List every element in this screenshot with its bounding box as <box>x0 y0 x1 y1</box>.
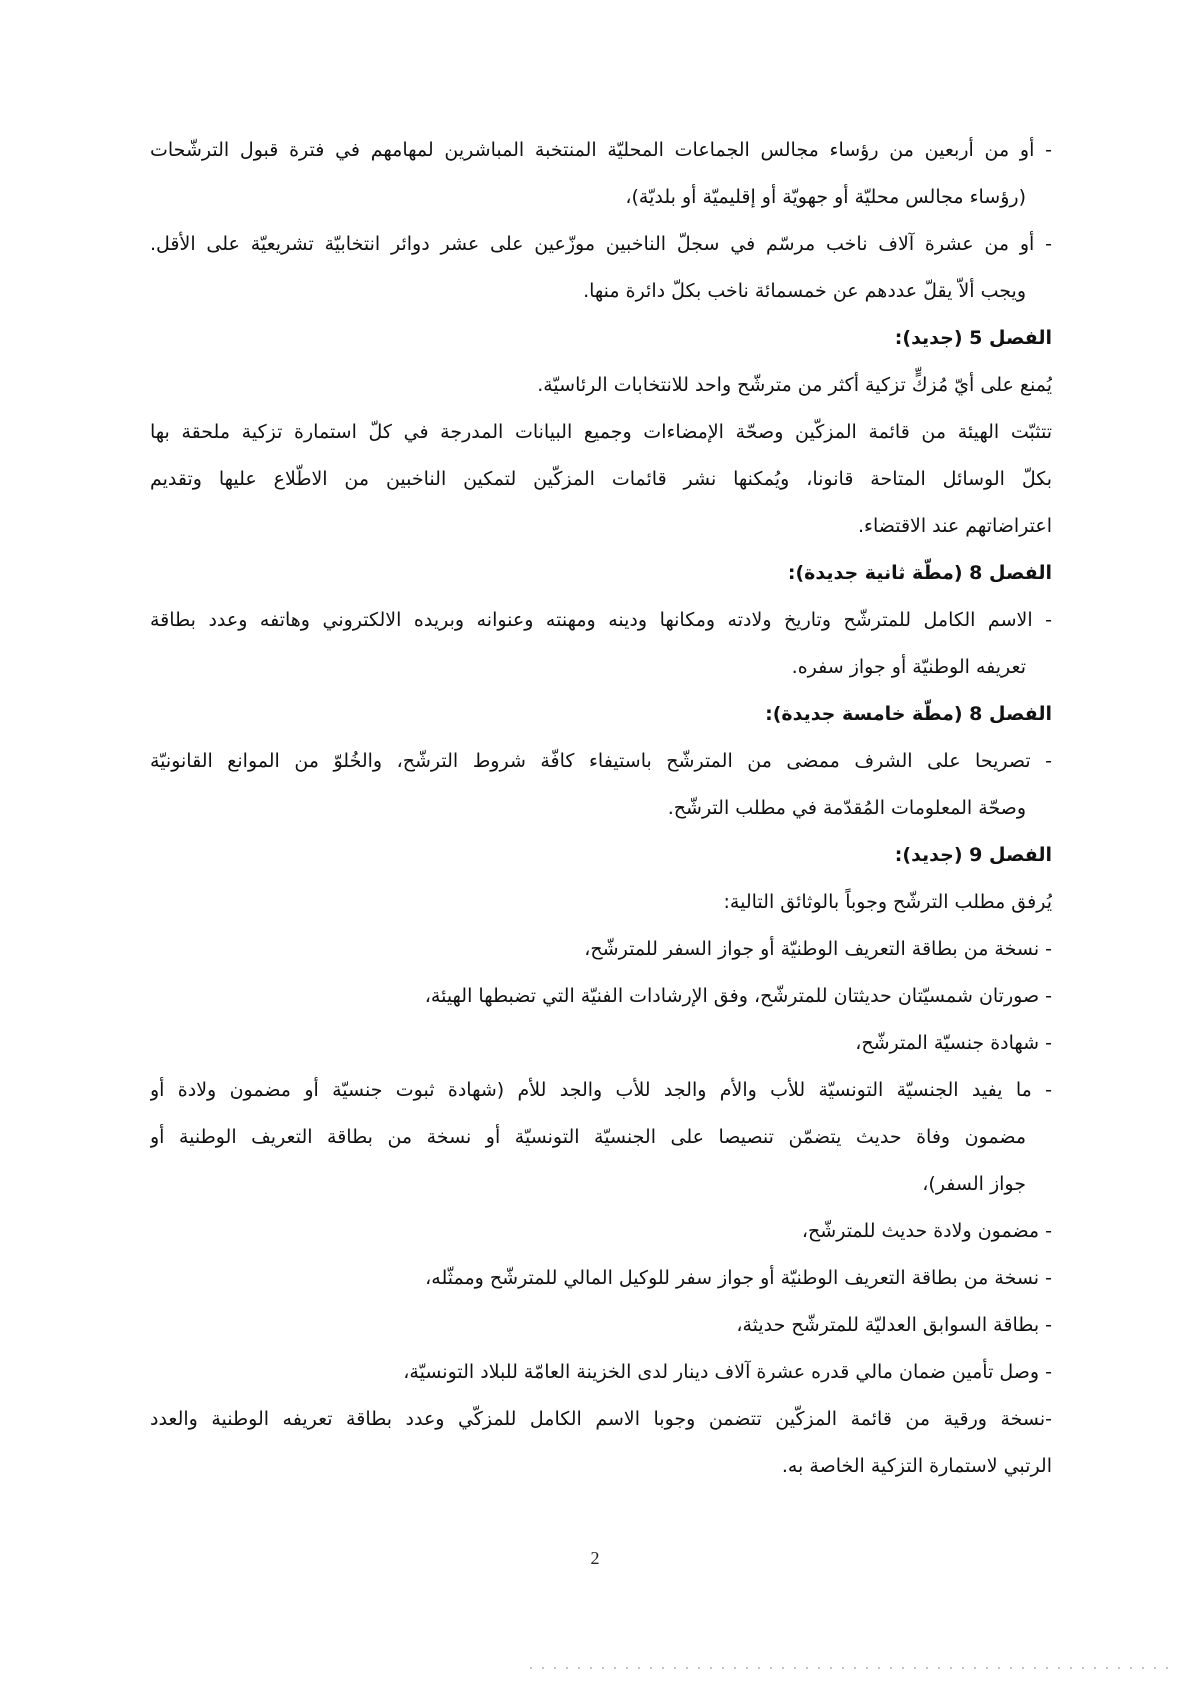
scan-dotted-border <box>525 1667 1175 1669</box>
text-line: جواز السفر)، <box>922 1173 1026 1195</box>
section-heading: الفصل 8 (مطّة خامسة جديدة): <box>765 703 1052 725</box>
section-heading: الفصل 9 (جديد): <box>894 844 1052 866</box>
text-line: تتثبّت الهيئة من قائمة المزكّين وصحّة الإمضاءات وجميع البيانات المدرجة في كلّ استمارة تزكية ملحقة بها <box>150 421 1052 443</box>
text-line: - أو من أربعين من رؤساء مجالس الجماعات المحليّة المنتخبة المباشرين لمهامهم في فترة قبول الترشّحات <box>150 139 1052 161</box>
list-item: - ما يفيد الجنسيّة التونسيّة للأب والأم والجد للأب والجد للأم (شهادة ثبوت جنسيّة أو مضمون ولادة أو <box>150 1079 1052 1101</box>
list-item: - شهادة جنسيّة المترشّح، <box>855 1032 1052 1054</box>
text-line: ويجب ألاّ يقلّ عددهم عن خمسمائة ناخب بكلّ دائرة منها. <box>583 280 1026 302</box>
page-number: 2 <box>590 1548 600 1568</box>
list-item: -نسخة ورقية من قائمة المزكّين تتضمن وجوبا الاسم الكامل للمزكّي وعدد بطاقة تعريفه الوطنية والعدد <box>150 1408 1052 1430</box>
text-line: مضمون وفاة حديث يتضمّن تنصيصا على الجنسيّة التونسيّة أو نسخة من بطاقة التعريف الوطنية أو <box>150 1126 1026 1148</box>
list-item: - نسخة من بطاقة التعريف الوطنيّة أو جواز السفر للمترشّح، <box>584 938 1052 960</box>
list-item: - مضمون ولادة حديث للمترشّح، <box>801 1220 1052 1242</box>
text-line: - أو من عشرة آلاف ناخب مرسّم في سجلّ الناخبين موزّعين على عشر دوائر انتخابيّة تشريعيّة على الأقل. <box>150 233 1052 255</box>
text-line: - الاسم الكامل للمترشّح وتاريخ ولادته ومكانها ودينه ومهنته وعنوانه وبريده الالكتروني وهاتفه وعدد بطاقة <box>150 609 1052 631</box>
text-line: وصحّة المعلومات المُقدّمة في مطلب الترشّح. <box>667 797 1026 819</box>
text-line: تعريفه الوطنيّة أو جواز سفره. <box>791 656 1026 678</box>
text-line: بكلّ الوسائل المتاحة قانونا، ويُمكنها نشر قائمات المزكّين لتمكين الناخبين من الاطّلاع عليها وتقديم <box>150 468 1052 490</box>
text-line: يُرفق مطلب الترشّح وجوباً بالوثائق التالية: <box>723 891 1052 913</box>
list-item: - وصل تأمين ضمان مالي قدره عشرة آلاف دينار لدى الخزينة العامّة للبلاد التونسيّة، <box>403 1361 1052 1383</box>
text-line: - تصريحا على الشرف ممضى من المترشّح باستيفاء كافّة شروط الترشّح، والخُلوّ من الموانع القانونيّة <box>150 750 1052 772</box>
text-line: اعتراضاتهم عند الاقتضاء. <box>857 515 1052 537</box>
text-line: يُمنع على أيّ مُزكٍّ تزكية أكثر من مترشّح واحد للانتخابات الرئاسيّة. <box>537 374 1052 396</box>
text-line: الرتبي لاستمارة التزكية الخاصة به. <box>781 1455 1052 1477</box>
text-line: (رؤساء مجالس محليّة أو جهويّة أو إقليميّة أو بلديّة)، <box>625 186 1026 208</box>
section-heading: الفصل 8 (مطّة ثانية جديدة): <box>787 562 1052 584</box>
list-item: - صورتان شمسيّتان حديثتان للمترشّح، وفق الإرشادات الفنيّة التي تضبطها الهيئة، <box>424 985 1052 1007</box>
list-item: - نسخة من بطاقة التعريف الوطنيّة أو جواز سفر للوكيل المالي للمترشّح وممثّله، <box>425 1267 1052 1289</box>
section-heading: الفصل 5 (جديد): <box>894 327 1052 349</box>
list-item: - بطاقة السوابق العدليّة للمترشّح حديثة، <box>736 1314 1052 1336</box>
document-body <box>150 127 1052 1490</box>
